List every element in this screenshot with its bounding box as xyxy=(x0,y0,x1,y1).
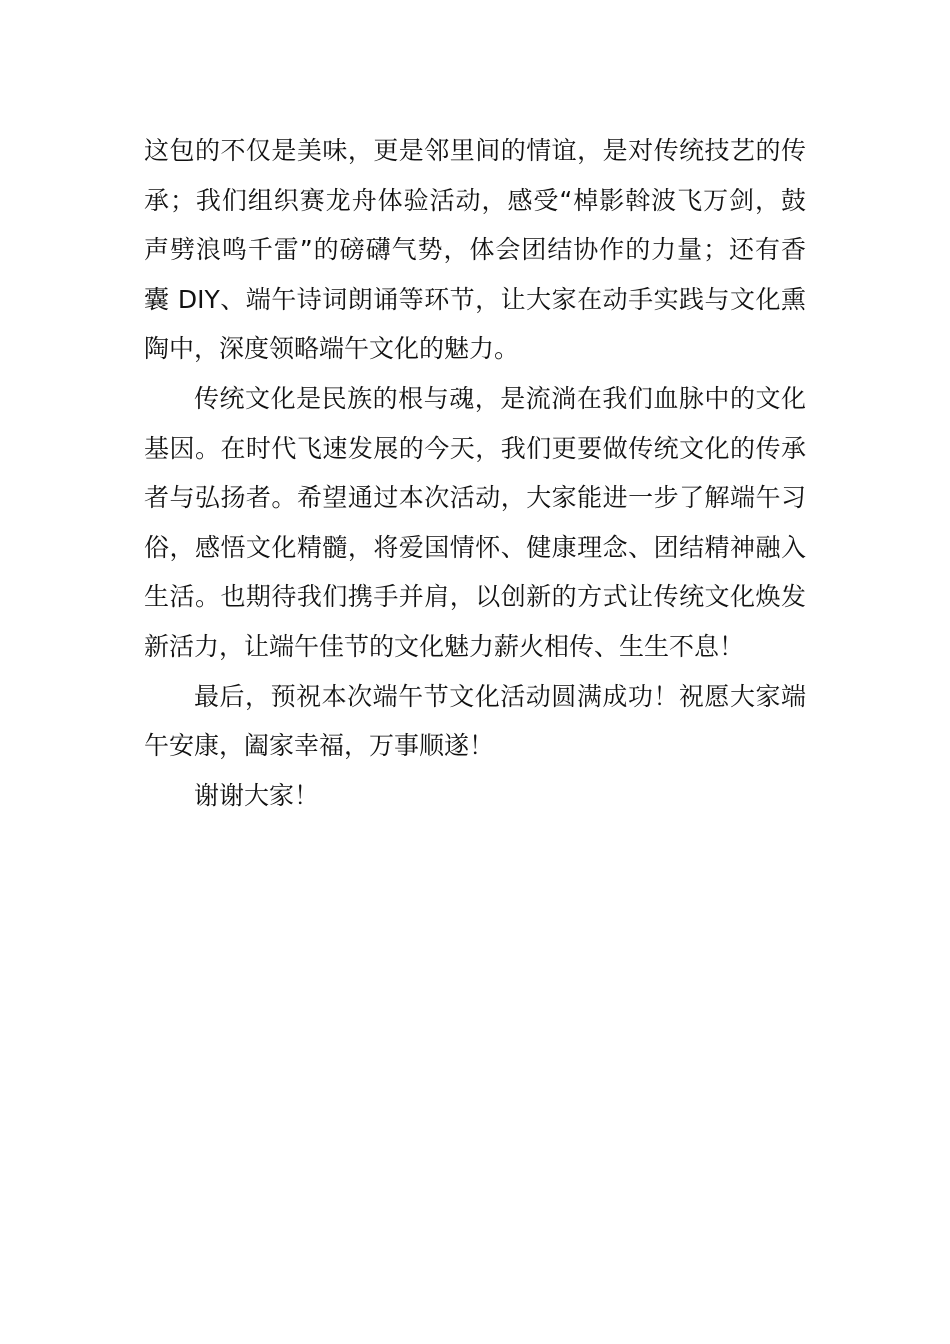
paragraph-3: 最后，预祝本次端午节文化活动圆满成功！祝愿大家端午安康，阖家幸福，万事顺遂！ xyxy=(144,681,806,761)
paragraph-1: 这包的不仅是美味，更是邻里间的情谊，是对传统技艺的传承；我们组织赛龙舟体验活动，感受“棹影斡波飞万剑，鼓声劈浪鸣千雷”的磅礴气势，体会团结协作的力量；还有香囊 DIY、端午诗词朗诵等环节，让大家在动手实践与文化熏陶中，深度领略端午文化的魅力。 xyxy=(144,136,806,364)
paragraph-2: 传统文化是民族的根与魂，是流淌在我们血脉中的文化基因。在时代飞速发展的今天，我们更要做传统文化的传承者与弘扬者。希望通过本次活动，大家能进一步了解端午习俗，感悟文化精髓，将爱国情怀、健康理念、团结精神融入生活。也期待我们携手并肩，以创新的方式让传统文化焕发新活力，让端午佳节的文化魅力薪火相传、生生不息！ xyxy=(144,383,806,661)
paragraph-closing: 谢谢大家！ xyxy=(194,780,320,810)
document-body xyxy=(144,126,806,820)
